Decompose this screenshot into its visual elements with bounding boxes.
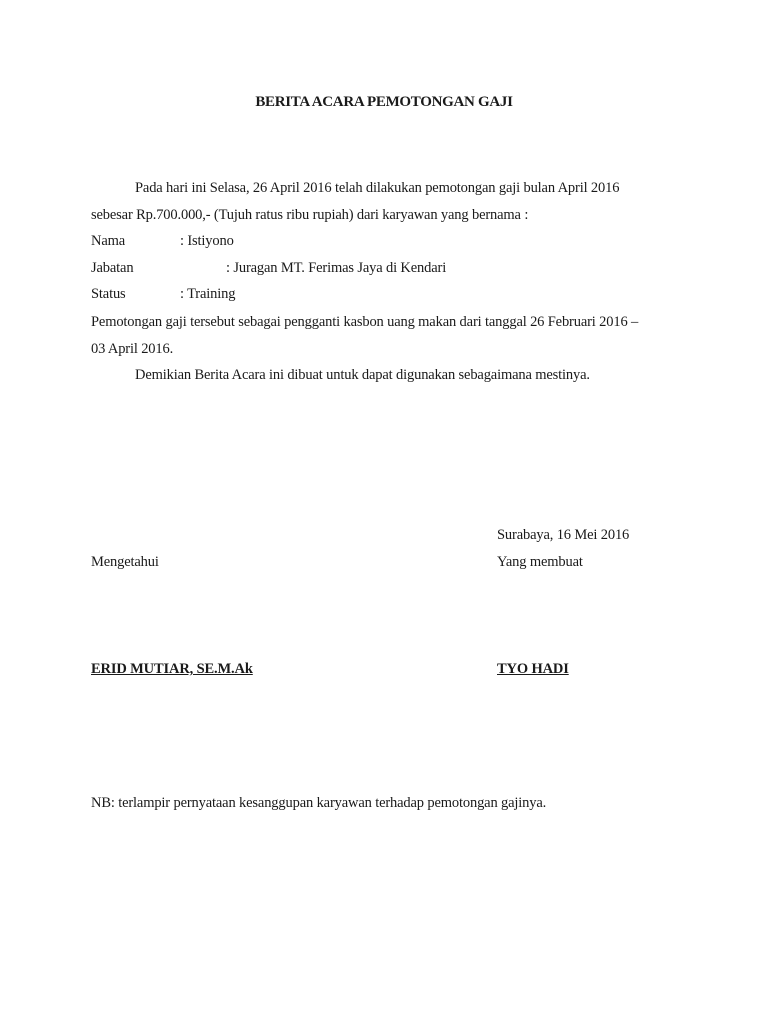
field-label-jabatan: Jabatan (91, 260, 134, 276)
footnote: NB: terlampir pernyataan kesanggupan karyawan terhadap pemotongan gajinya. (91, 795, 547, 811)
left-signer-name: ERID MUTIAR, SE.M.Ak (91, 661, 253, 677)
reason-line-1: Pemotongan gaji tersebut sebagai pengganti kasbon uang makan dari tanggal 26 Februari 2016 – (91, 314, 639, 330)
field-value-status: : Training (180, 286, 236, 302)
intro-line-2: sebesar Rp.700.000,- (Tujuh ratus ribu rupiah) dari karyawan yang bernama : (91, 207, 529, 223)
place-date: Surabaya, 16 Mei 2016 (497, 527, 630, 543)
closing-statement: Demikian Berita Acara ini dibuat untuk dapat digunakan sebagaimana mestinya. (135, 367, 590, 383)
intro-line-1: Pada hari ini Selasa, 26 April 2016 telah dilakukan pemotongan gaji bulan April 2016 (135, 180, 620, 196)
right-signer-name: TYO HADI (497, 661, 569, 677)
document-title: BERITA ACARA PEMOTONGAN GAJI (255, 94, 513, 110)
field-label-nama: Nama (91, 233, 126, 249)
field-value-nama: : Istiyono (180, 233, 234, 249)
field-label-status: Status (91, 286, 126, 302)
field-value-jabatan: : Juragan MT. Ferimas Jaya di Kendari (226, 260, 447, 276)
left-role: Mengetahui (91, 554, 159, 570)
reason-line-2: 03 April 2016. (91, 341, 174, 357)
right-role: Yang membuat (497, 554, 583, 570)
